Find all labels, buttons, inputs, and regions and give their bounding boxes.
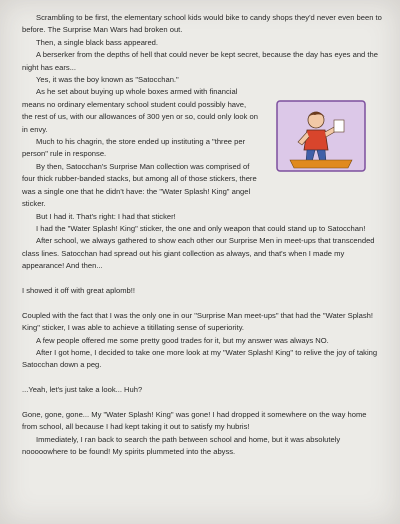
paragraph: I showed it off with great aplomb!! [22,285,135,295]
paragraph: Immediately, I ran back to search the path between school and home, but it was absolutely nooooowhere to be found! My spirits plummeted into the abyss. [22,434,341,457]
paragraph: As he set about buying up whole boxes armed with financial means no ordinary elementary school student could possibly have, the rest of us, with our allowances of 300 yen or so, could only look on in envy. [22,87,258,134]
paragraph: Yes, it was the boy known as "Satocchan." [36,75,179,85]
paragraph: After school, we always gathered to show each other our Surprise Men in meet-ups that transcended class lines. Satocchan had spread out his giant collection as always, and that's when I made my appearance! And then... [22,236,375,271]
paragraph: Coupled with the fact that I was the only one in our "Surprise Man meet-ups" that had the "Water Splash! King" sticker, I was able to achieve a titillating sense of superiority. [22,310,373,333]
article-text [22,12,382,459]
paragraph: Much to his chagrin, the store ended up instituting a "three per person" rule in response. [22,137,246,159]
paragraph: ...Yeah, let's just take a look... Huh? [22,385,143,395]
paragraph: A berserker from the depths of hell that could never be kept secret, because the day has eyes and the night has ears... [22,50,378,72]
paragraph: After I got home, I decided to take one more look at my "Water Splash! King" to relive the joy of taking Satocchan down a peg. [22,347,378,370]
paragraph: Then, a single black bass appeared. [36,37,159,47]
paragraph: Gone, gone, gone... My "Water Splash! King" was gone! I had dropped it somewhere on the way home from school, all because I had kept taking it out to satisfy my hubris! [22,409,367,432]
paragraph: By then, Satocchan's Surprise Man collection was comprised of four thick rubber-banded stacks, but among all of those stickers, there was a single one that he didn't have: the "Water Splash! King" angel sticker. [22,161,257,209]
paragraph: I had the "Water Splash! King" sticker, the one and only weapon that could stand up to Satocchan! [36,223,366,233]
paragraph: A few people offered me some pretty good trades for it, but my answer was always NO. [36,335,329,345]
paragraph: Scrambling to be first, the elementary school kids would bike to candy shops they'd never even been to before. The Surprise Man Wars had broken out. [22,13,382,35]
paragraph: But I had it. That's right: I had that sticker! [36,211,176,221]
